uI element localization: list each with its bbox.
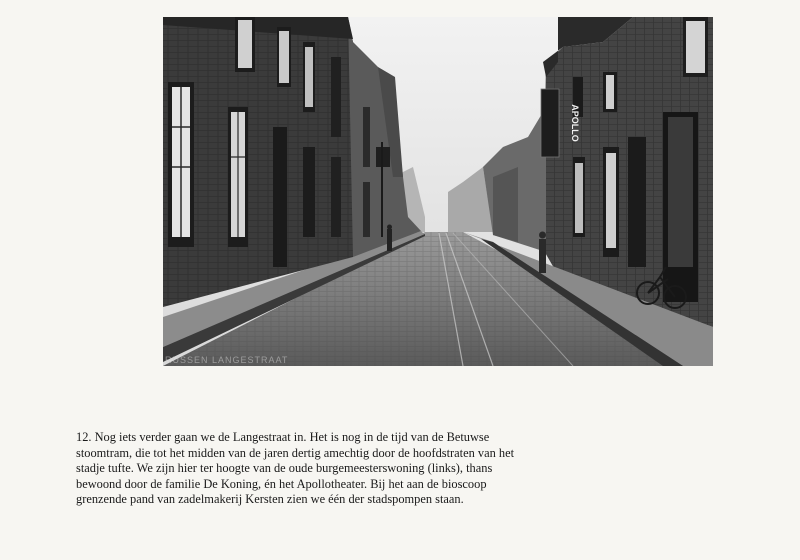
- apollo-sign: APOLLO: [570, 104, 580, 142]
- historic-street-photo: [163, 17, 713, 366]
- photo-caption: [76, 430, 676, 508]
- photo-overprint-label: RUSSEN LANGESTRAAT: [165, 355, 289, 365]
- caption-line: stadje tufte. We zijn hier ter hoogte van de oude burgemeesterswoning (links), thans: [76, 461, 493, 476]
- caption-line: grenzende pand van zadelmakerij Kersten zien we één der stadspompen staan.: [76, 492, 464, 507]
- caption-line: stoomtram, die tot het midden van de jaren dertig amechtig door de hoofdstraten van het: [76, 445, 515, 460]
- caption-line: 12. Nog iets verder gaan we de Langestraat in. Het is nog in de tijd van de Betuwse: [76, 430, 490, 444]
- caption-line: bewoond door de familie De Koning, én het Apollotheater. Bij het aan de bioscoop: [76, 476, 487, 491]
